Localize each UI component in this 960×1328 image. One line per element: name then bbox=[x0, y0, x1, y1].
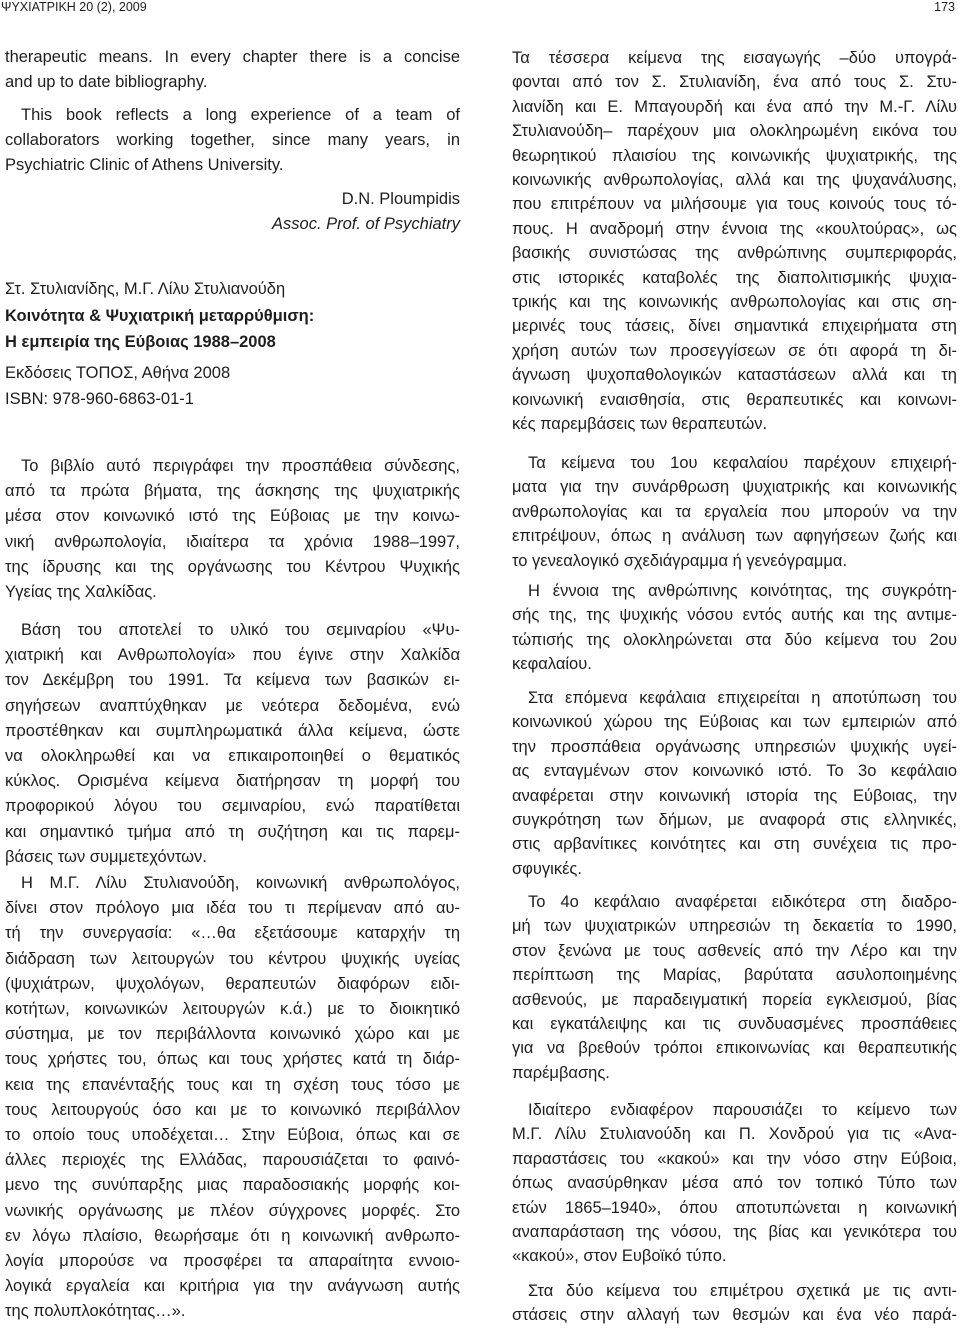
text-line: εν λόγω πλαίσιο, θεωρήσαμε ότι η κοινωνική ανθρωπο- bbox=[5, 1226, 460, 1245]
text-line: λογικά εργαλεία και κριτήρια για την ανάγνωση αυτής bbox=[5, 1277, 460, 1296]
text-line: μή των ψυχιατρικών υπηρεσιών τη δεκαετία το 1990, bbox=[512, 917, 957, 936]
book-title bbox=[5, 303, 460, 355]
text-line: Η Μ.Γ. Λίλυ Στυλιανούδη, κοινωνική ανθρωπολόγος, bbox=[21, 874, 460, 892]
text-line: τρικής και της κοινωνικής ανθρωπολογίας και στις ση- bbox=[512, 293, 957, 312]
text-line: κοινωνική εναισθησία, στις θεραπευτικές και κοινωνι- bbox=[512, 390, 957, 409]
book-authors: Στ. Στυλιανίδης, Μ.Γ. Λίλυ Στυλιανούδη bbox=[5, 280, 286, 298]
text-line: νική ανθρωπολογία, ιδιαίτερα τα χρόνια 1988–1997, bbox=[5, 532, 460, 551]
text-line: βασικής συνιστώσας της ανθρώπινης συμπεριφοράς, bbox=[512, 244, 957, 263]
text-line: ας ενταγμένων στον κοινωνικό ιστό. Το 3ο κεφάλαιο bbox=[512, 762, 957, 781]
text-line: Το βιβλίο αυτό περιγράφει την προσπάθεια σύνδεσης, bbox=[21, 457, 460, 475]
text-line: σφυγικές. bbox=[512, 859, 582, 878]
text-line: και σημαντικό τμήμα από τη συζήτηση και τις παρεμ- bbox=[5, 822, 460, 841]
text-line: λογία μπορούσε να προσφέρει τα απαραίτητα εννοιο- bbox=[5, 1252, 460, 1271]
text-line: προφορικού λόγου του σεμιναρίου, ενώ παρατίθεται bbox=[5, 797, 460, 816]
text-line: θεωρητικού πλαισίου της κοινωνικής ψυχιατρικής, της bbox=[512, 146, 957, 165]
text-line: βάσεις των συμμετεχόντων. bbox=[5, 847, 207, 866]
text-line: δίνει στον πρόλογο μια ιδέα του τι περίμεναν από αυ- bbox=[5, 899, 460, 918]
text-line: Βάση του αποτελεί το υλικό του σεμιναρίου «Ψυ- bbox=[21, 621, 460, 639]
text-line: Το 4ο κεφάλαιο αναφέρεται ειδικότερα στη διαδρο- bbox=[528, 893, 957, 911]
text-line: στις ιστορικές καταβολές της διαπολιτισμικής ψυχια- bbox=[512, 268, 957, 287]
text-line: Ιδιαίτερο ενδιαφέρον παρουσιάζει το κείμενο των bbox=[528, 1101, 957, 1119]
reviewer-title: Assoc. Prof. of Psychiatry bbox=[272, 215, 460, 234]
review-paragraph bbox=[5, 618, 460, 870]
reviewer-signature bbox=[5, 187, 460, 237]
text-line: μενο της συνύπαρξης μιας παραδοσιακής μορφής κοι- bbox=[5, 1176, 460, 1195]
text-line: Psychiatric Clinic of Athens University. bbox=[5, 156, 284, 175]
text-line: την προσπάθεια οργάνωσης υπηρεσιών ψυχικής υγεί- bbox=[512, 737, 957, 756]
text-line: Στα επόμενα κεφάλαια επιχειρείται η αποτύπωση του bbox=[528, 689, 957, 707]
text-line: κεια της επανένταξής τους και τη σχέση τους τόσο με bbox=[5, 1075, 460, 1094]
review-paragraph bbox=[5, 454, 460, 605]
reviewer-name: D.N. Ploumpidis bbox=[341, 190, 460, 208]
text-line: σύστημα, με τον περιβάλλοντα κοινωνικό χώρο και με bbox=[5, 1025, 460, 1044]
text-line: ετών 1865–1940», όπου αποτυπώνεται η κοινωνική bbox=[512, 1198, 957, 1217]
text-line: χρήση αυτών των προσεγγίσεων σε ότι αφορά τη δι- bbox=[512, 341, 957, 360]
review-paragraph bbox=[512, 579, 957, 677]
text-line: αναπαράσταση της νόσου, της βίας και γενικότερα του bbox=[512, 1223, 957, 1242]
text-line: όπως ανασύρθηκαν μέσα από τον τοπικό Τύπο των bbox=[512, 1174, 957, 1193]
text-line: νωνικής οργάνωσης με πλέον σύγχρονες μορφές. Στο bbox=[5, 1201, 460, 1220]
text-line: ασθενούς, με παραδειγματική πορεία εγκλεισμού, βίας bbox=[512, 990, 957, 1009]
text-line: τους λειτουργούς όσο και με το κοινωνικό περιβάλλον bbox=[5, 1100, 460, 1119]
text-line: στάσεις στην αλλαγή των θεσμών και ένα νέο παρά- bbox=[512, 1306, 957, 1324]
text-line: άγνωση ψυχοπαθολογικών καταστάσεων αλλά και τη bbox=[512, 366, 957, 385]
review-paragraph bbox=[512, 1098, 957, 1269]
text-line: Στα δύο κείμενα του επιμέτρου σχετικά με τις αντι- bbox=[528, 1282, 957, 1300]
text-line: Η έννοια της ανθρώπινης κοινότητας, της συγκρότη- bbox=[528, 582, 957, 600]
text-line: κοτήτων, κοινωνικών λειτουργών κ.ά.) με το διοικητικό bbox=[5, 1000, 460, 1019]
text-line: «κακού», στον Ευβοϊκό τύπο. bbox=[512, 1247, 727, 1266]
text-line: παρέμβασης. bbox=[512, 1063, 610, 1082]
text-line: (ψυχιάτρων, ψυχολόγων, θεραπευτών διαφόρων ειδι- bbox=[5, 974, 460, 993]
text-line: και εγκατάλειψης και τις συνδυασμένες προσπάθειες bbox=[512, 1015, 957, 1034]
text-line: φονται από τον Σ. Στυλιανίδη, ένα από τους Σ. Στυ- bbox=[512, 73, 957, 92]
text-line: πους. Η αναδρομή στην έννοια της «κουλτούρας», ως bbox=[512, 219, 957, 238]
text-line: μερινές τους τάσεις, δίνει σημαντικά επιχειρήματα στη bbox=[512, 317, 957, 336]
text-line: περίπτωση της Μαρίας, βαρύτατα ασυλοποιημένης bbox=[512, 966, 957, 985]
text-line: της ίδρυσης και της οργάνωσης του Κέντρου Ψυχικής bbox=[5, 557, 460, 576]
text-line: αναφέρεται στην κοινωνική ιστορία της Εύβοιας, την bbox=[512, 786, 957, 805]
text-line: Μ.Γ. Λίλυ Στυλιανούδη και Π. Χονδρού για τις «Ανα- bbox=[512, 1125, 957, 1144]
text-line: ματα για την συνάρθρωση ψυχιατρικής και κοινωνικής bbox=[512, 478, 957, 497]
text-line: παραστάσεις του «κακού» και την νόσο στην Εύβοια, bbox=[512, 1149, 957, 1168]
text-line: and up to date bibliography. bbox=[5, 73, 208, 92]
book-title-line: Κοινότητα & Ψυχιατρική μεταρρύθμιση: bbox=[5, 307, 315, 325]
text-line: στις αρβανίτικες κοινότητες και στη συνέχεια τις προ- bbox=[512, 835, 957, 854]
text-line: να ολοκληρωθεί και να επικαιροποιηθεί ο θεματικός bbox=[5, 747, 460, 766]
book-isbn: ISBN: 978-960-6863-01-1 bbox=[5, 390, 194, 408]
book-title-line: Η εμπειρία της Εύβοιας 1988–2008 bbox=[5, 333, 276, 351]
text-line: This book reflects a long experience of a team of bbox=[21, 106, 460, 124]
text-line: σηγήσεων αναπτύχθηκαν με νεότερα δεδομένα, ενώ bbox=[5, 696, 460, 715]
text-line: κεφαλαίου. bbox=[512, 655, 592, 674]
text-line: από τα πρώτα βήματα, της άσκησης της ψυχιατρικής bbox=[5, 482, 460, 501]
text-line: κύκλος. Ορισμένα κείμενα διατήρησαν τη μορφή του bbox=[5, 772, 460, 791]
review-paragraph bbox=[512, 686, 957, 881]
text-line: κές παρεμβάσεις των θεραπευτών. bbox=[512, 415, 768, 434]
text-line: Στυλιανούδη– παρέχουν μια ολοκληρωμένη εικόνα του bbox=[512, 122, 957, 141]
text-line: Τα τέσσερα κείμενα της εισαγωγής –δύο υπογρά- bbox=[512, 49, 957, 67]
text-line: επιτρέψουν, όπως η ανάλυση των αφηγήσεων ζωής και bbox=[512, 527, 957, 546]
text-line: κοινωνικής ανθρωπολογίας, αλλά και της ψυχανάλυσης, bbox=[512, 171, 957, 190]
text-line: Υγείας της Χαλκίδας. bbox=[5, 583, 157, 602]
review-paragraph bbox=[512, 46, 957, 437]
text-line: μέσα στον κοινωνικό ιστό της Εύβοιας με την κοινω- bbox=[5, 507, 460, 526]
english-review-paragraph bbox=[5, 103, 460, 179]
text-line: τον Δεκέμβρη του 1991. Τα κείμενα των βασικών ει- bbox=[5, 671, 460, 690]
review-paragraph bbox=[512, 451, 957, 573]
book-publisher: Εκδόσεις ΤΟΠΟΣ, Αθήνα 2008 bbox=[5, 364, 231, 382]
text-line: collaborators working together, since many years, in bbox=[5, 131, 460, 150]
english-review-paragraph bbox=[5, 45, 460, 95]
text-line: ανθρωπολογίας και τα εργαλεία που μπορούν να την bbox=[512, 502, 957, 521]
text-line: της πολυπλοκότητας…». bbox=[5, 1302, 186, 1321]
review-paragraph bbox=[5, 871, 460, 1325]
review-paragraph bbox=[512, 890, 957, 1085]
text-line: διάδραση των λειτουργών του κέντρου ψυχικής υγείας bbox=[5, 949, 460, 968]
text-line: σής της, της ψυχικής νόσου εντός αυτής και της αντιμε- bbox=[512, 606, 957, 625]
text-line: Τα κείμενα του 1ου κεφαλαίου παρέχουν επιχειρή- bbox=[528, 454, 957, 472]
text-line: λιανίδη και Ε. Μπαγουρδή και ένα από την Μ.-Γ. Λίλυ bbox=[512, 97, 957, 116]
text-line: για να βρεθούν τρόποι επικοινωνίας και θεραπευτικής bbox=[512, 1039, 957, 1058]
review-paragraph bbox=[512, 1279, 957, 1327]
text-line: συγκρότηση των δήμων, με αναφορά στις ελληνικές, bbox=[512, 811, 957, 830]
text-line: χιατρική και Ανθρωπολογία» που έγινε στην Χαλκίδα bbox=[5, 646, 460, 665]
text-line: τώπισής της ολοκληρώνεται στα δύο κείμενα του 2ου bbox=[512, 630, 957, 649]
text-line: που επιτρέπουν να μιλήσουμε για τους κοινούς τους τό- bbox=[512, 195, 957, 214]
text-line: τή την συνεργασία: «…θα εξετάσουμε καταρχήν τη bbox=[5, 924, 460, 943]
text-line: το οποίο τους υποδέχεται… Στην Εύβοια, όπως και σε bbox=[5, 1126, 460, 1145]
text-line: άλλες περιοχές της Ελλάδας, παρουσιάζεται το φαινό- bbox=[5, 1151, 460, 1170]
text-line: στον ξενώνα με τους ασθενείς από την Λέρο και την bbox=[512, 941, 957, 960]
text-line: τους χρήστες του, όπως και τους χρήστες κατά τη διάρ- bbox=[5, 1050, 460, 1069]
text-line: therapeutic means. In every chapter there is a concise bbox=[5, 48, 460, 66]
journal-running-header: ΨΥΧΙΑΤΡΙΚΗ 20 (2), 2009 bbox=[1, 0, 147, 14]
text-line: προστέθηκαν και συμπληρωματικά άλλα κείμενα, ώστε bbox=[5, 721, 460, 740]
text-line: κοινωνικού χώρου της Εύβοιας και των εμπειριών από bbox=[512, 713, 957, 732]
page-number: 173 bbox=[934, 0, 955, 14]
text-line: το γενεαλογικό σχεδιάγραμμα ή γενεόγραμμα. bbox=[512, 551, 848, 570]
